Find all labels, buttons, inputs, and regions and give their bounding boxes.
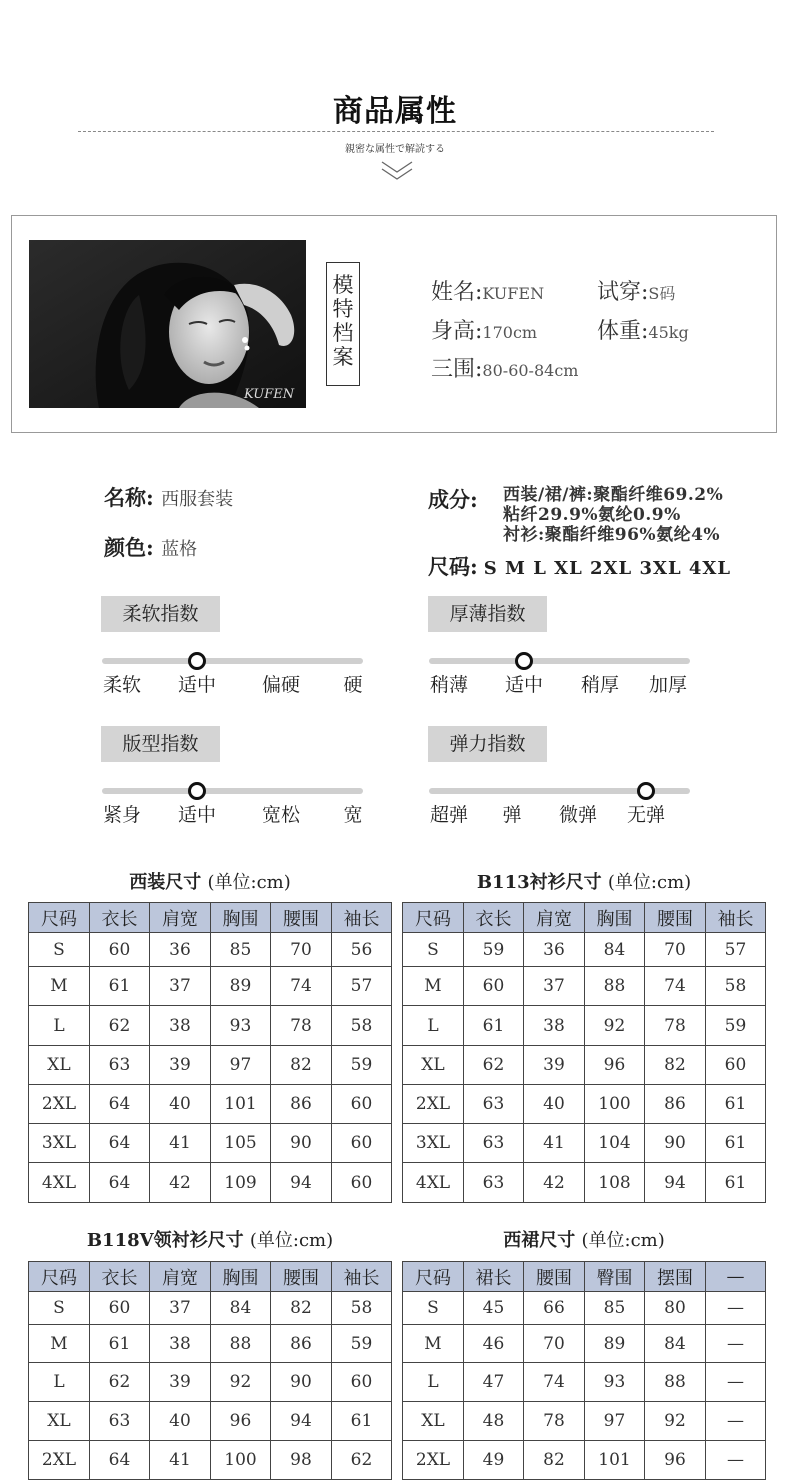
table-cell: 40 — [150, 1402, 211, 1441]
product-name: 名称: 西服套装 — [104, 485, 234, 510]
table-cell: 82 — [524, 1441, 585, 1480]
table-cell: S — [29, 1292, 90, 1325]
table-row — [403, 1046, 766, 1085]
table-cell: L — [29, 1363, 90, 1402]
table-cell: 96 — [585, 1046, 645, 1085]
table-row — [29, 933, 392, 967]
table-header-row — [403, 903, 766, 933]
table-cell: 3XL — [29, 1124, 90, 1163]
table-cell: 62 — [90, 1363, 150, 1402]
table-cell: S — [403, 1292, 464, 1325]
table-header-cell: 肩宽 — [150, 1262, 211, 1292]
index-slider-marker — [188, 652, 206, 670]
model-field-name: 姓名:KUFEN — [431, 280, 545, 305]
table-header-cell: 胸围 — [585, 903, 645, 933]
table-cell: S — [403, 933, 464, 967]
table-header-cell: 尺码 — [403, 1262, 464, 1292]
table-cell: 3XL — [403, 1124, 464, 1163]
table-cell: 61 — [706, 1163, 766, 1203]
index-slider-marker — [637, 782, 655, 800]
table-cell: 86 — [271, 1325, 332, 1363]
table-cell: 70 — [645, 933, 706, 967]
table-row — [29, 1402, 392, 1441]
index-scale-label: 加厚 — [648, 674, 688, 696]
table-header-cell: 臀围 — [585, 1262, 645, 1292]
table-header-cell: 肩宽 — [524, 903, 585, 933]
index-scale-label: 宽松 — [261, 804, 301, 826]
table-cell: 36 — [524, 933, 585, 967]
composition-text: 西装/裙/裤:聚酯纤维69.2% 粘纤29.9%氨纶0.9% 衬衫:聚酯纤维96%氨纶4% — [503, 485, 724, 545]
table-cell: 63 — [464, 1124, 524, 1163]
model-field-measurements: 三围:80-60-84cm — [431, 357, 579, 382]
table-cell: 90 — [271, 1124, 332, 1163]
table-row — [403, 1325, 766, 1363]
table-cell: 89 — [211, 967, 271, 1006]
page-subtitle: 親密な属性で解読する — [345, 144, 445, 155]
table-cell: — — [706, 1363, 766, 1402]
table-cell: 96 — [645, 1441, 706, 1480]
table-cell: 39 — [150, 1363, 211, 1402]
table-cell: M — [403, 1325, 464, 1363]
table-cell: — — [706, 1325, 766, 1363]
table-cell: 104 — [585, 1124, 645, 1163]
table-cell: 74 — [271, 967, 332, 1006]
index-scale-label: 柔软 — [102, 674, 142, 696]
table-row — [29, 1006, 392, 1046]
index-title: 弹力指数 — [428, 726, 547, 762]
table-row — [403, 933, 766, 967]
table-cell: 2XL — [29, 1441, 90, 1480]
table-cell: 38 — [150, 1325, 211, 1363]
table-cell: 74 — [645, 967, 706, 1006]
index-title: 柔软指数 — [101, 596, 220, 632]
table-cell: 60 — [464, 967, 524, 1006]
product-color: 颜色: 蓝格 — [104, 535, 198, 560]
table-cell: 59 — [332, 1046, 392, 1085]
index-scale-label: 超弹 — [429, 804, 469, 826]
table-cell: 37 — [524, 967, 585, 1006]
table-cell: 93 — [585, 1363, 645, 1402]
table-header-cell: 袖长 — [332, 903, 392, 933]
table-cell: 60 — [332, 1363, 392, 1402]
index-scale-label: 无弹 — [626, 804, 666, 826]
table-row — [403, 1402, 766, 1441]
index-title: 厚薄指数 — [428, 596, 547, 632]
table-cell: 97 — [211, 1046, 271, 1085]
table-cell: 88 — [211, 1325, 271, 1363]
table-header-cell: 尺码 — [29, 1262, 90, 1292]
table-cell: 64 — [90, 1085, 150, 1124]
table-row — [29, 1046, 392, 1085]
table-cell: 101 — [585, 1441, 645, 1480]
size-table — [402, 902, 766, 1203]
table-cell: 61 — [90, 967, 150, 1006]
table-cell: 40 — [524, 1085, 585, 1124]
table-row — [403, 1363, 766, 1402]
table-cell: 59 — [706, 1006, 766, 1046]
table-header-cell: 腰围 — [271, 1262, 332, 1292]
index-scale-label: 适中 — [177, 804, 217, 826]
table-cell: 61 — [464, 1006, 524, 1046]
size-table — [28, 1261, 392, 1480]
table-cell: 92 — [211, 1363, 271, 1402]
table-header-cell: 摆围 — [645, 1262, 706, 1292]
table-cell: 94 — [645, 1163, 706, 1203]
size-table-caption — [30, 868, 390, 894]
table-cell: 62 — [90, 1006, 150, 1046]
table-header-cell: 尺码 — [29, 903, 90, 933]
table-row — [29, 1124, 392, 1163]
table-cell: M — [403, 967, 464, 1006]
table-header-cell: 肩宽 — [150, 903, 211, 933]
table-cell: 88 — [585, 967, 645, 1006]
table-cell: 4XL — [29, 1163, 90, 1203]
table-cell: 42 — [150, 1163, 211, 1203]
table-cell: 88 — [645, 1363, 706, 1402]
table-row — [29, 1325, 392, 1363]
table-cell: 47 — [464, 1363, 524, 1402]
table-cell: 60 — [706, 1046, 766, 1085]
table-cell: 41 — [524, 1124, 585, 1163]
index-title: 版型指数 — [101, 726, 220, 762]
table-header-row — [29, 1262, 392, 1292]
table-cell: L — [29, 1006, 90, 1046]
table-row — [403, 1163, 766, 1203]
table-cell: 61 — [90, 1325, 150, 1363]
table-cell: 36 — [150, 933, 211, 967]
product-sizes: 尺码: S M L XL 2XL 3XL 4XL — [428, 554, 732, 579]
index-slider-marker — [188, 782, 206, 800]
table-header-cell: 腰围 — [524, 1262, 585, 1292]
index-scale-label: 适中 — [177, 674, 217, 696]
size-table-caption — [30, 1226, 390, 1252]
table-cell: 64 — [90, 1124, 150, 1163]
size-table-caption — [404, 1226, 764, 1252]
table-cell: 82 — [271, 1046, 332, 1085]
table-header-cell: 尺码 — [403, 903, 464, 933]
table-cell: 64 — [90, 1441, 150, 1480]
table-cell: 58 — [332, 1292, 392, 1325]
table-cell: 70 — [524, 1325, 585, 1363]
index-slider-track — [102, 658, 363, 664]
table-row — [403, 1124, 766, 1163]
table-cell: 86 — [645, 1085, 706, 1124]
table-header-cell: 衣长 — [90, 1262, 150, 1292]
table-cell: M — [29, 1325, 90, 1363]
table-cell: 92 — [585, 1006, 645, 1046]
table-cell: — — [706, 1292, 766, 1325]
table-row — [29, 1085, 392, 1124]
table-cell: 46 — [464, 1325, 524, 1363]
table-cell: L — [403, 1363, 464, 1402]
table-row — [403, 1006, 766, 1046]
index-scale-label: 稍薄 — [429, 674, 469, 696]
table-cell: 92 — [645, 1402, 706, 1441]
page-title: 商品属性 — [333, 94, 457, 129]
table-cell: 78 — [645, 1006, 706, 1046]
index-scale-label: 弹 — [502, 804, 522, 826]
table-cell: 57 — [332, 967, 392, 1006]
size-table-title: 西裙尺寸 — [503, 1230, 576, 1251]
index-scale-label: 偏硬 — [261, 674, 301, 696]
table-row — [29, 1163, 392, 1203]
table-cell: 105 — [211, 1124, 271, 1163]
index-scale-label: 宽 — [343, 804, 363, 826]
table-cell: 60 — [90, 933, 150, 967]
table-cell: 38 — [150, 1006, 211, 1046]
table-header-cell: 袖长 — [332, 1262, 392, 1292]
size-table-title: 西装尺寸 — [129, 872, 202, 893]
size-table-unit: (单位:cm) — [581, 1230, 665, 1251]
table-cell: 56 — [332, 933, 392, 967]
size-table-caption — [404, 868, 764, 894]
table-cell: 82 — [271, 1292, 332, 1325]
table-cell: 37 — [150, 1292, 211, 1325]
photo-watermark: KUFEN — [244, 387, 295, 402]
table-cell: 70 — [271, 933, 332, 967]
table-cell: 61 — [706, 1085, 766, 1124]
table-cell: 59 — [464, 933, 524, 967]
model-photo — [29, 240, 306, 408]
table-cell: 80 — [645, 1292, 706, 1325]
table-cell: 41 — [150, 1441, 211, 1480]
table-cell: 57 — [706, 933, 766, 967]
table-cell: 58 — [332, 1006, 392, 1046]
size-table-unit: (单位:cm) — [607, 872, 692, 893]
chevron-down-icon — [380, 158, 414, 184]
table-cell: L — [403, 1006, 464, 1046]
table-header-cell: 腰围 — [271, 903, 332, 933]
table-cell: — — [706, 1441, 766, 1480]
model-field-fit-size: 试穿:S码 — [597, 280, 676, 305]
table-cell: 60 — [332, 1124, 392, 1163]
table-cell: XL — [29, 1046, 90, 1085]
table-cell: XL — [403, 1402, 464, 1441]
size-table — [28, 902, 392, 1203]
table-cell: 93 — [211, 1006, 271, 1046]
table-cell: 85 — [585, 1292, 645, 1325]
table-row — [403, 1085, 766, 1124]
table-row — [29, 1363, 392, 1402]
table-header-cell: 胸围 — [211, 1262, 271, 1292]
model-field-weight: 体重:45kg — [597, 319, 689, 344]
model-profile-label: 模特档案 — [326, 262, 360, 386]
table-cell: 62 — [464, 1046, 524, 1085]
table-cell: 64 — [90, 1163, 150, 1203]
table-cell: 2XL — [403, 1441, 464, 1480]
title-divider — [78, 131, 714, 132]
table-cell: 86 — [271, 1085, 332, 1124]
table-cell: 66 — [524, 1292, 585, 1325]
table-cell: 40 — [150, 1085, 211, 1124]
table-cell: 108 — [585, 1163, 645, 1203]
table-cell: 100 — [585, 1085, 645, 1124]
table-cell: 78 — [524, 1402, 585, 1441]
table-header-cell: — — [706, 1262, 766, 1292]
size-table — [402, 1261, 766, 1480]
table-cell: — — [706, 1402, 766, 1441]
table-cell: 97 — [585, 1402, 645, 1441]
table-cell: 62 — [332, 1441, 392, 1480]
table-header-cell: 衣长 — [464, 903, 524, 933]
table-header-row — [29, 903, 392, 933]
table-cell: 63 — [464, 1163, 524, 1203]
table-cell: 63 — [90, 1046, 150, 1085]
table-cell: 89 — [585, 1325, 645, 1363]
table-cell: 84 — [645, 1325, 706, 1363]
table-row — [403, 1441, 766, 1480]
table-cell: 2XL — [403, 1085, 464, 1124]
table-cell: XL — [29, 1402, 90, 1441]
index-scale-label: 硬 — [343, 674, 363, 696]
table-cell: 58 — [706, 967, 766, 1006]
table-row — [403, 967, 766, 1006]
table-cell: 74 — [524, 1363, 585, 1402]
index-scale-label: 微弹 — [558, 804, 598, 826]
table-row — [29, 1292, 392, 1325]
table-cell: 78 — [271, 1006, 332, 1046]
table-header-row — [403, 1262, 766, 1292]
table-cell: 39 — [524, 1046, 585, 1085]
table-cell: 60 — [332, 1163, 392, 1203]
table-cell: 98 — [271, 1441, 332, 1480]
table-cell: 45 — [464, 1292, 524, 1325]
size-table-title: B118V领衬衫尺寸 — [86, 1230, 244, 1251]
table-cell: 96 — [211, 1402, 271, 1441]
table-cell: 84 — [211, 1292, 271, 1325]
table-cell: 63 — [464, 1085, 524, 1124]
table-cell: S — [29, 933, 90, 967]
table-cell: XL — [403, 1046, 464, 1085]
index-scale-label: 稍厚 — [580, 674, 620, 696]
table-cell: 42 — [524, 1163, 585, 1203]
index-scale-label: 适中 — [504, 674, 544, 696]
index-slider-track — [102, 788, 363, 794]
table-cell: 48 — [464, 1402, 524, 1441]
table-header-cell: 袖长 — [706, 903, 766, 933]
table-header-cell: 裙长 — [464, 1262, 524, 1292]
index-slider-track — [429, 658, 690, 664]
table-row — [29, 1441, 392, 1480]
table-cell: 100 — [211, 1441, 271, 1480]
table-header-cell: 腰围 — [645, 903, 706, 933]
table-cell: 38 — [524, 1006, 585, 1046]
table-cell: 84 — [585, 933, 645, 967]
table-cell: 2XL — [29, 1085, 90, 1124]
size-table-title: B113衬衫尺寸 — [476, 872, 602, 893]
model-field-height: 身高:170cm — [431, 319, 538, 344]
table-cell: 49 — [464, 1441, 524, 1480]
index-scale-label: 紧身 — [102, 804, 142, 826]
table-cell: 101 — [211, 1085, 271, 1124]
size-table-unit: (单位:cm) — [207, 872, 291, 893]
table-cell: 61 — [706, 1124, 766, 1163]
table-row — [403, 1292, 766, 1325]
table-cell: 4XL — [403, 1163, 464, 1203]
table-cell: 39 — [150, 1046, 211, 1085]
table-cell: 94 — [271, 1163, 332, 1203]
table-cell: 82 — [645, 1046, 706, 1085]
table-cell: 90 — [645, 1124, 706, 1163]
table-cell: 94 — [271, 1402, 332, 1441]
table-cell: 60 — [90, 1292, 150, 1325]
table-cell: 41 — [150, 1124, 211, 1163]
composition-label: 成分: — [428, 487, 478, 512]
table-cell: 59 — [332, 1325, 392, 1363]
table-cell: 61 — [332, 1402, 392, 1441]
table-cell: 60 — [332, 1085, 392, 1124]
table-cell: 37 — [150, 967, 211, 1006]
table-cell: M — [29, 967, 90, 1006]
size-table-unit: (单位:cm) — [249, 1230, 334, 1251]
table-cell: 109 — [211, 1163, 271, 1203]
table-cell: 90 — [271, 1363, 332, 1402]
table-cell: 85 — [211, 933, 271, 967]
table-header-cell: 衣长 — [90, 903, 150, 933]
table-row — [29, 967, 392, 1006]
table-header-cell: 胸围 — [211, 903, 271, 933]
index-slider-marker — [515, 652, 533, 670]
table-cell: 63 — [90, 1402, 150, 1441]
